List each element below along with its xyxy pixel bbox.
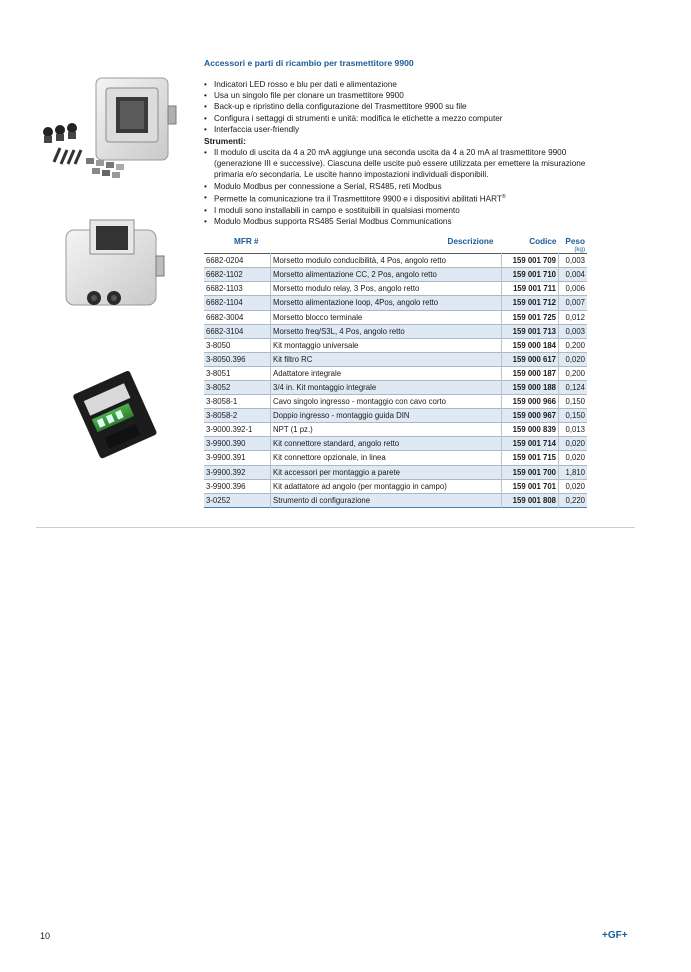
- cell-peso: 1,810: [559, 465, 588, 479]
- parts-table: [204, 237, 587, 508]
- cell-descrizione: Adattatore integrale: [271, 366, 502, 380]
- cell-mfr: 6682-3104: [204, 324, 271, 338]
- header-descrizione: Descrizione: [447, 237, 494, 247]
- list-item: • Indicatori LED rosso e blu per dati e alimentazione: [204, 79, 590, 90]
- table-row: [204, 310, 587, 324]
- cell-peso: 0,124: [559, 381, 588, 395]
- cell-peso: 0,020: [559, 437, 588, 451]
- strumenti-list: [204, 147, 590, 227]
- list-item: [204, 192, 590, 205]
- table-row: [204, 324, 587, 338]
- cell-descrizione: Morsetto alimentazione CC, 2 Pos, angolo retto: [271, 268, 502, 282]
- cell-mfr: 3-8051: [204, 366, 271, 380]
- cell-peso: 0,200: [565, 340, 585, 350]
- field-enclosure-image: [66, 220, 164, 305]
- table-row: [204, 338, 587, 352]
- table-row: [204, 409, 587, 423]
- cell-peso: 0,020: [565, 481, 585, 491]
- header-codice: Codice: [529, 237, 557, 247]
- cell-descrizione: Morsetto freq/S3L, 4 Pos, angolo retto: [271, 324, 502, 338]
- table-row: [204, 465, 587, 479]
- list-item: • Modulo Modbus supporta RS485 Serial Modbus Communications: [204, 216, 590, 227]
- cell-descrizione: Kit connettore opzionale, in linea: [271, 451, 502, 465]
- cell-mfr: 3-9900.391: [204, 451, 271, 465]
- cell-mfr: 3-8052: [204, 381, 271, 395]
- cell-codice: 159 000 188: [502, 381, 559, 395]
- cell-peso: 0,150: [565, 397, 585, 407]
- cell-peso: 0,200: [565, 368, 585, 378]
- table-row: [204, 395, 587, 409]
- cell-codice: 159 000 617: [502, 352, 559, 366]
- list-item: • Il modulo di uscita da 4 a 20 mA aggiunge una seconda uscita da 4 a 20 mA al trasmettitore 9900 (generazione III e successive). Ciascuna delle uscite può essere utilizzata per emettere la misurazione primaria e/o secondaria. Le uscite hanno impostazioni individuali disponibili.: [204, 147, 590, 181]
- cell-descrizione: Kit filtro RC: [271, 352, 502, 366]
- cell-codice: 159 001 711: [502, 282, 559, 296]
- list-item: • Interfaccia user-friendly: [204, 124, 590, 135]
- cell-codice: 159 000 967: [502, 409, 559, 423]
- cell-peso: 0,007: [559, 296, 588, 310]
- wall-mount-kit-image: [43, 78, 176, 178]
- gf-logo: +GF+: [602, 930, 628, 941]
- cell-mfr: 3-9900.396: [204, 479, 271, 493]
- cell-peso: 0,004: [559, 268, 588, 282]
- cell-codice: 159 000 187: [502, 366, 559, 380]
- cell-peso: 0,220: [559, 493, 588, 507]
- cell-peso: 0,003: [559, 324, 588, 338]
- cell-codice: 159 001 808: [502, 493, 559, 507]
- cell-descrizione: Kit adattatore ad angolo (per montaggio in campo): [271, 479, 502, 493]
- table-row: [204, 254, 587, 268]
- cell-mfr: 6682-1103: [204, 282, 271, 296]
- table-row: [204, 282, 587, 296]
- cell-mfr: 3-9000.392-1: [204, 423, 271, 437]
- table-row: [204, 268, 587, 282]
- cell-mfr: 3-8058-1: [204, 395, 271, 409]
- product-images: [36, 70, 196, 470]
- cell-codice: 159 001 701: [502, 479, 559, 493]
- cell-peso: 0,013: [565, 425, 585, 435]
- cell-mfr: 3-8058-2: [204, 409, 271, 423]
- list-item: • Configura i settaggi di strumenti e unità: modifica le etichette a mezzo computer: [204, 113, 590, 124]
- section-divider: [36, 527, 635, 528]
- cell-descrizione: Cavo singolo ingresso - montaggio con cavo corto: [271, 395, 502, 409]
- list-item: • Modulo Modbus per connessione a Serial, RS485, reti Modbus: [204, 181, 590, 192]
- cell-descrizione: Kit connettore standard, angolo retto: [271, 437, 502, 451]
- cell-descrizione: Doppio ingresso - montaggio guida DIN: [271, 409, 502, 423]
- table-row: [204, 451, 587, 465]
- cell-descrizione: Morsetto modulo conducibilità, 4 Pos, angolo retto: [271, 254, 502, 268]
- cell-mfr: 6682-0204: [204, 254, 271, 268]
- cell-mfr: 6682-1104: [204, 296, 271, 310]
- list-item: • Back-up e ripristino della configurazione del Trasmettitore 9900 su file: [204, 101, 590, 112]
- cell-descrizione: 3/4 in. Kit montaggio integrale: [271, 381, 502, 395]
- table-body: [204, 254, 587, 508]
- cell-descrizione: Morsetto blocco terminale: [271, 310, 502, 324]
- content-area: [204, 58, 590, 508]
- table-row: [204, 493, 587, 507]
- list-item: • I moduli sono installabili in campo e sostituibili in qualsiasi momento: [204, 205, 590, 216]
- table-row: [204, 366, 587, 380]
- header-mfr: MFR #: [234, 237, 259, 247]
- cell-codice: 159 001 714: [502, 437, 559, 451]
- strumenti-heading: Strumenti:: [204, 136, 246, 147]
- cell-peso: 0,006: [565, 284, 585, 294]
- cell-peso: 0,012: [565, 312, 585, 322]
- cell-descrizione: Morsetto alimentazione loop, 4Pos, angolo retto: [271, 296, 502, 310]
- cell-codice: 159 001 709: [502, 254, 559, 268]
- cell-descrizione: NPT (1 pz.): [271, 423, 502, 437]
- table-row: [204, 479, 587, 493]
- cell-descrizione: Strumento di configurazione: [271, 493, 502, 507]
- cell-descrizione: Kit accessori per montaggio a parete: [271, 465, 502, 479]
- cell-peso: 0,003: [565, 256, 585, 266]
- cell-codice: 159 000 966: [502, 395, 559, 409]
- cell-descrizione: Morsetto modulo relay, 3 Pos, angolo retto: [271, 282, 502, 296]
- table-row: [204, 437, 587, 451]
- header-peso: Peso: [565, 237, 585, 247]
- cell-peso: 0,020: [559, 352, 588, 366]
- cell-mfr: 6682-1102: [204, 268, 271, 282]
- table-header-row: [204, 237, 587, 246]
- registered-mark: ®: [501, 193, 506, 200]
- table-row: [204, 423, 587, 437]
- din-module-image: [72, 370, 157, 459]
- cell-mfr: 3-8050.396: [204, 352, 271, 366]
- cell-peso: 0,150: [559, 409, 588, 423]
- table-unit-row: [204, 246, 587, 254]
- cell-mfr: 3-8050: [204, 338, 271, 352]
- table-row: [204, 381, 587, 395]
- cell-codice: 159 001 725: [502, 310, 559, 324]
- cell-codice: 159 001 710: [502, 268, 559, 282]
- cell-codice: 159 001 715: [502, 451, 559, 465]
- header-peso-unit: (kg): [574, 246, 585, 254]
- section-title: Accessori e parti di ricambio per trasmettitore 9900: [204, 58, 414, 68]
- cell-descrizione: Kit montaggio universale: [271, 338, 502, 352]
- cell-peso: 0,020: [565, 453, 585, 463]
- cell-codice: 159 001 713: [502, 324, 559, 338]
- cell-mfr: 3-9900.392: [204, 465, 271, 479]
- hart-text: Permette la comunicazione tra il Trasmettitore 9900 e i dispositivi abilitati HART: [214, 194, 502, 204]
- feature-list: [204, 79, 590, 135]
- cell-codice: 159 000 839: [502, 423, 559, 437]
- cell-mfr: 3-9900.390: [204, 437, 271, 451]
- cell-codice: 159 001 700: [502, 465, 559, 479]
- cell-codice: 159 000 184: [502, 338, 559, 352]
- table-row: [204, 352, 587, 366]
- cell-codice: 159 001 712: [502, 296, 559, 310]
- list-item: • Usa un singolo file per clonare un trasmettitore 9900: [204, 90, 590, 101]
- cell-mfr: 6682-3004: [204, 310, 271, 324]
- cell-mfr: 3-0252: [204, 493, 271, 507]
- page-number: 10: [40, 931, 51, 941]
- table-row: [204, 296, 587, 310]
